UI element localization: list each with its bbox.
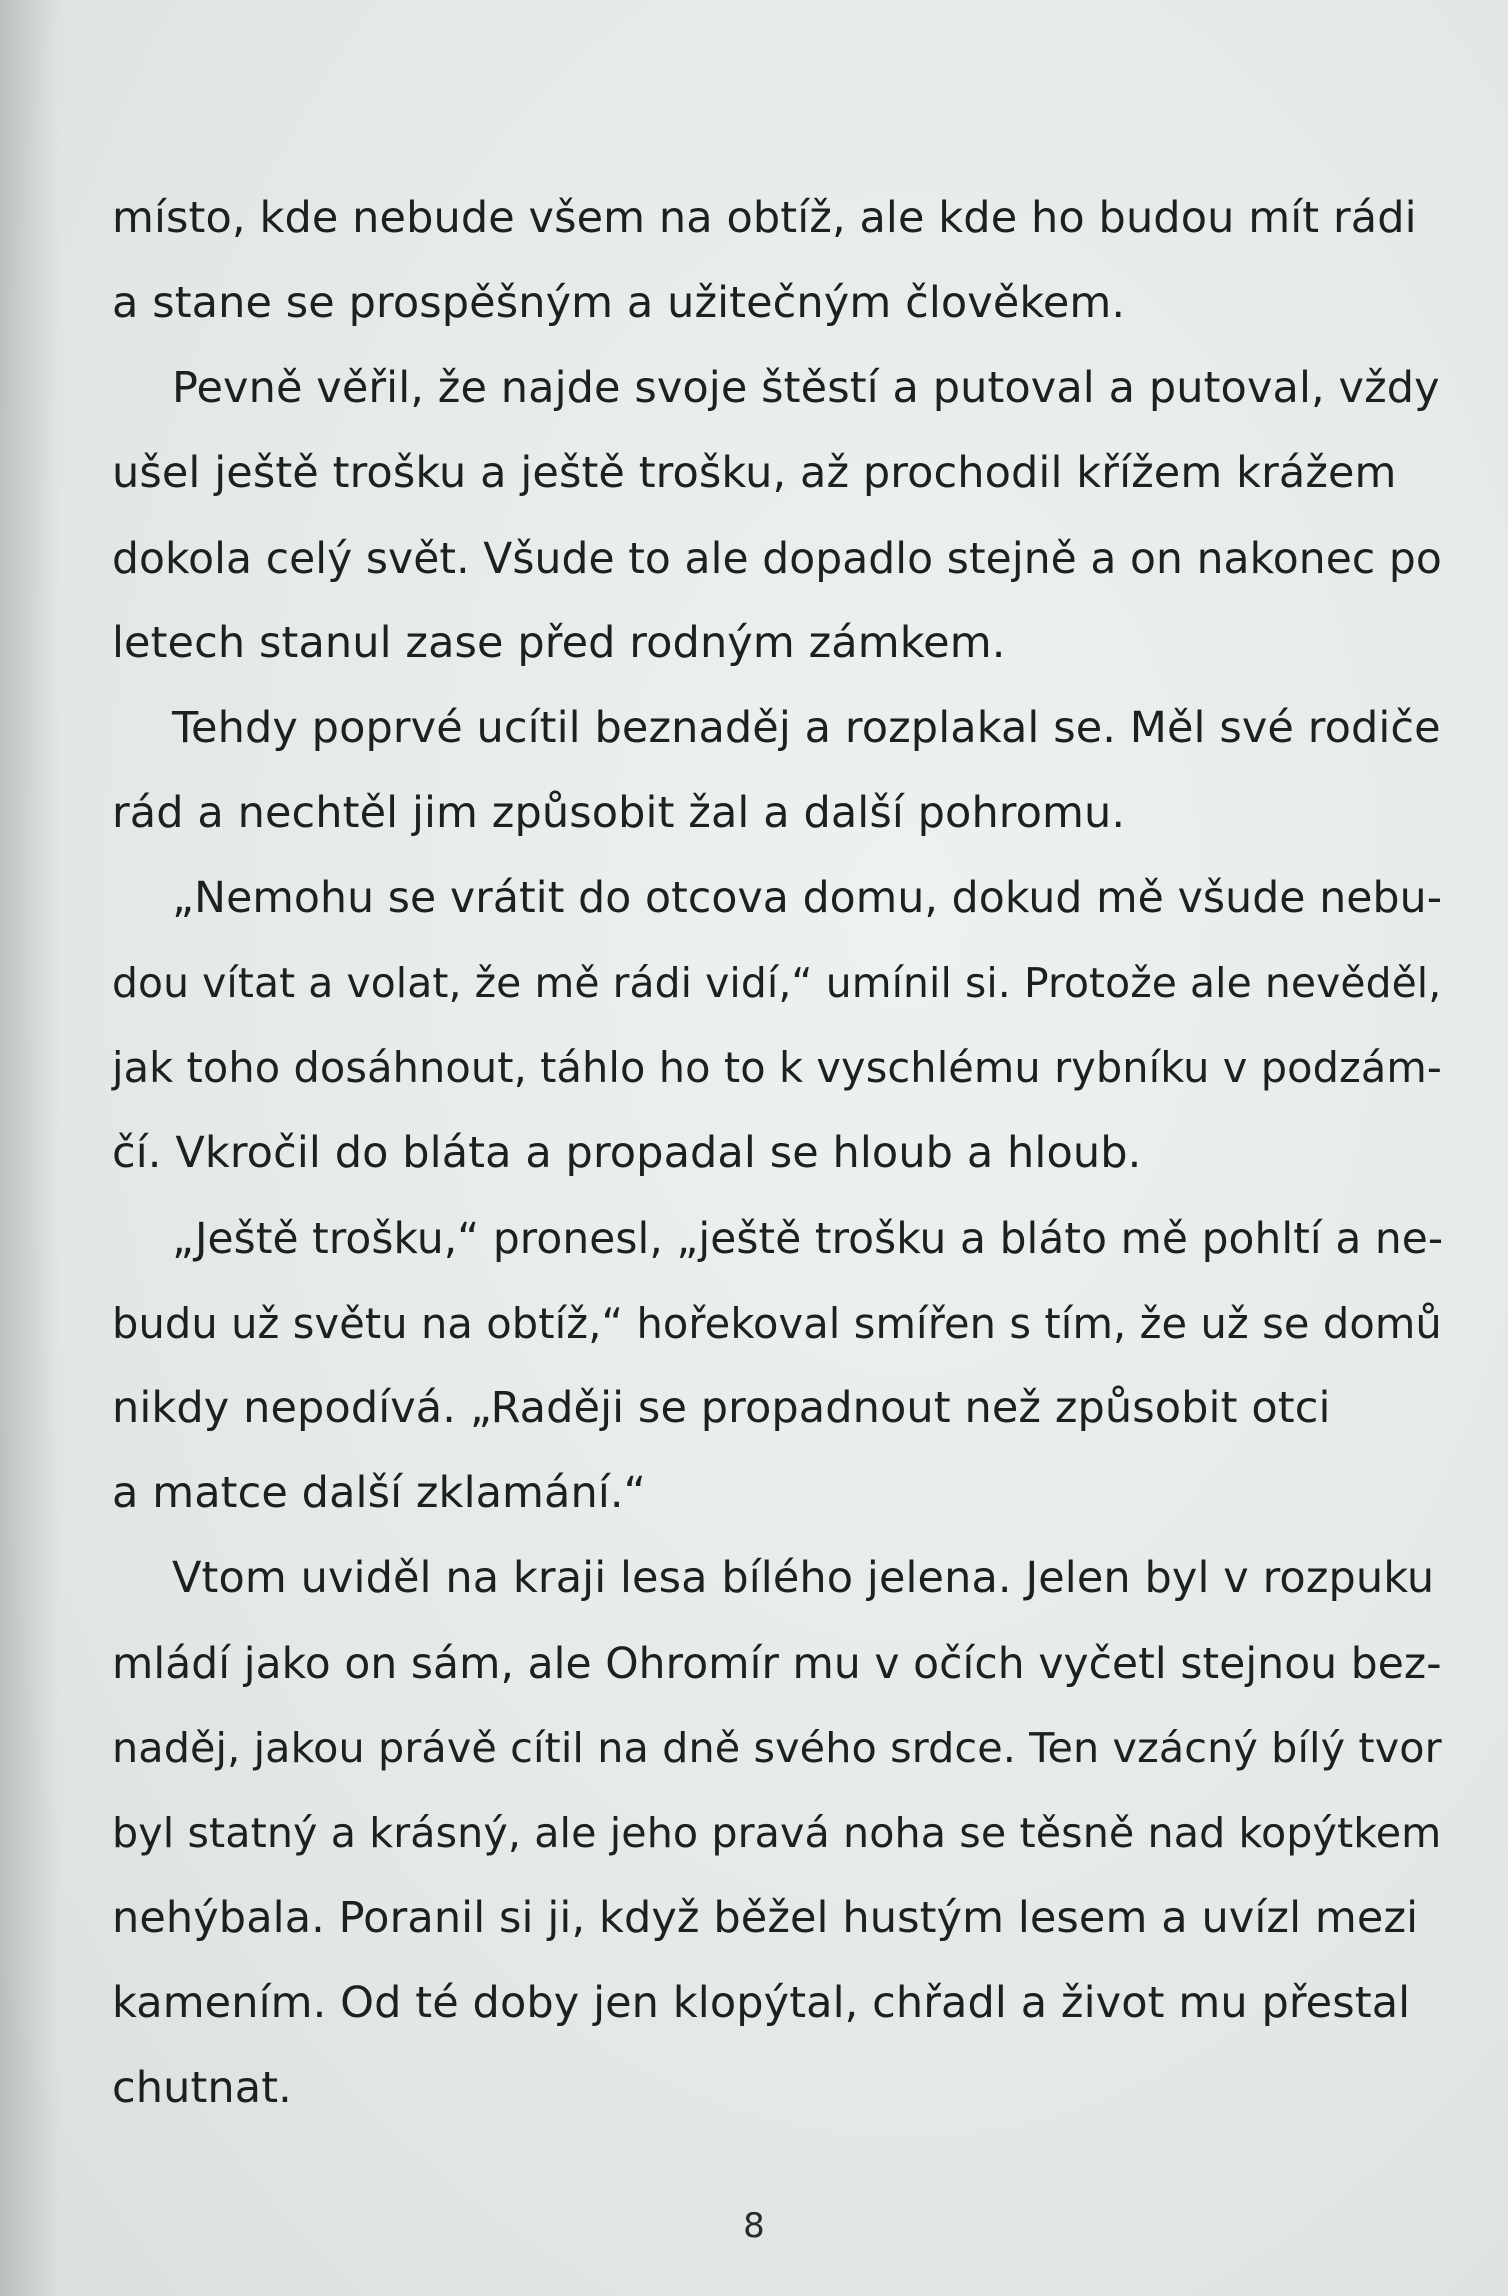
- text-line: čí. Vkročil do bláta a propadal se hloub a hloub.: [112, 1128, 1142, 1178]
- text-line: a matce další zklamání.“: [112, 1468, 647, 1518]
- text-line: dou vítat a volat, že mě rádi vidí,“ umínil si. Protože ale nevěděl,: [112, 959, 1442, 1007]
- text-line: mládí jako on sám, ale Ohromír mu v očích vyčetl stejnou bez-: [112, 1639, 1442, 1688]
- text-line: rád a nechtěl jim způsobit žal a další pohromu.: [112, 788, 1126, 838]
- text-line: „Nemohu se vrátit do otcova domu, dokud mě všude nebu-: [172, 874, 1443, 923]
- text-line: Pevně věřil, že najde svoje štěstí a putoval a putoval, vždy: [172, 363, 1440, 413]
- text-line: byl statný a krásný, ale jeho pravá noha se těsně nad kopýtkem: [112, 1809, 1442, 1857]
- text-line: kamením. Od té doby jen klopýtal, chřadl a život mu přestal: [112, 1978, 1411, 2028]
- text-line: dokola celý svět. Všude to ale dopadlo stejně a on nakonec po: [112, 534, 1442, 583]
- spine-shadow: [0, 0, 60, 2296]
- text-line: Vtom uviděl na kraji lesa bílého jelena. Jelen byl v rozpuku: [172, 1553, 1435, 1603]
- text-line: „Ještě trošku,“ pronesl, „ještě trošku a bláto mě pohltí a ne-: [172, 1214, 1444, 1263]
- text-line: jak toho dosáhnout, táhlo ho to k vyschlému rybníku v podzám-: [112, 1044, 1442, 1092]
- body-text: [112, 176, 1442, 2131]
- text-line: chutnat.: [112, 2063, 292, 2113]
- text-line: nehýbala. Poranil si ji, když běžel hustým lesem a uvízl mezi: [112, 1893, 1419, 1943]
- text-line: nikdy nepodívá. „Raději se propadnout než způsobit otci: [112, 1383, 1331, 1433]
- text-line: Tehdy poprvé ucítil beznaděj a rozplakal se. Měl své rodiče: [172, 703, 1441, 753]
- text-line: letech stanul zase před rodným zámkem.: [112, 618, 1006, 668]
- text-line: budu už světu na obtíž,“ hořekoval smířen s tím, že už se domů: [112, 1299, 1442, 1348]
- text-line: a stane se prospěšným a užitečným člověkem.: [112, 278, 1126, 328]
- text-line: místo, kde nebude všem na obtíž, ale kde ho budou mít rádi: [112, 193, 1417, 243]
- text-line: ušel ještě trošku a ještě trošku, až prochodil křížem krážem: [112, 448, 1397, 498]
- page-number: 8: [743, 2206, 765, 2246]
- text-line: naděj, jakou právě cítil na dně svého srdce. Ten vzácný bílý tvor: [112, 1724, 1442, 1772]
